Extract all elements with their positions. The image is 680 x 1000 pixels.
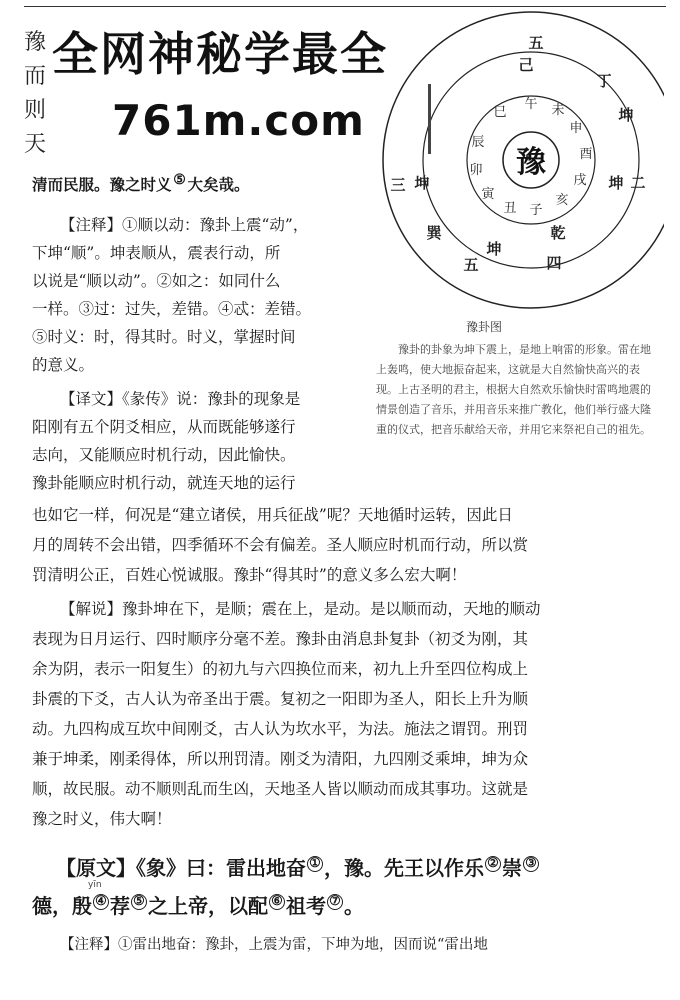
headline-tail: 大矣哉。 xyxy=(187,175,250,194)
annotation-line: 一样。③过：过失，差错。④忒：差错。 xyxy=(32,300,312,318)
outer-label: 丁 xyxy=(596,72,612,90)
outer-label: 二 xyxy=(630,174,646,192)
branch-label: 亥 xyxy=(555,193,569,208)
branch-label: 未 xyxy=(551,103,565,118)
headline-footnote: ⑤ xyxy=(173,171,186,188)
left-cut-fragments xyxy=(24,26,46,162)
translation-line: 志向，又能顺应时机行动，因此愉快。 xyxy=(32,446,296,464)
outer-label: 三 xyxy=(390,176,406,194)
branch-label: 丑 xyxy=(503,201,517,216)
original-text: 。 xyxy=(344,894,364,918)
translation-line: 也如它一样，何况是“建立诸侯，用兵征战”呢？天地循时运转，因此日 xyxy=(32,506,513,524)
branch-label: 酉 xyxy=(579,147,593,162)
original-text: 之上帝，以配 xyxy=(148,894,268,918)
top-rule xyxy=(24,6,666,7)
original-text: 祖考 xyxy=(286,894,326,918)
annotation-line: 下坤“顺”。坤表顺从，震表行动，所 xyxy=(32,244,281,262)
translation-line: 【译文】《彖传》说：豫卦的现象是 xyxy=(60,390,301,408)
fragment-4: 天 xyxy=(24,132,47,157)
footnote-marker: ⑦ xyxy=(327,894,343,910)
outer-label: 坤 xyxy=(608,174,624,192)
explanation-line: 动。九四构成互坎中间刚爻，古人认为坎水平，为法。施法之谓罚。刑罚 xyxy=(32,720,529,738)
original-text: 德，殷 xyxy=(32,894,92,918)
original-text-line-1 xyxy=(56,852,540,881)
original-text: ，豫。先王以作乐 xyxy=(324,856,484,880)
watermark-title: 全网神秘学最全 xyxy=(52,27,388,81)
explanation-line: 豫之时义，伟大啊！ xyxy=(32,810,172,828)
fragment-3: 则 xyxy=(24,98,47,123)
explanation-line: 顺，故民服。动不顺则乱而生凶，天地圣人皆以顺动而成其事功。这就是 xyxy=(32,780,529,798)
translation-line: 阳刚有五个阴爻相应，从而既能够遂行 xyxy=(32,418,296,436)
outer-label: 己 xyxy=(518,56,534,74)
outer-label: 四 xyxy=(546,254,562,272)
footnote-marker: ④ xyxy=(93,894,109,910)
branch-label: 辰 xyxy=(471,135,485,150)
headline-line xyxy=(32,172,250,198)
explanation-line: 卦震的下爻，古人认为帝圣出于震。复初之一阳即为圣人，阳长上升为顺 xyxy=(32,690,529,708)
branch-label: 巳 xyxy=(493,105,507,120)
outer-label: 坤 xyxy=(486,240,502,258)
annotation-line: ⑤时义：时，得其时。时义，掌握时间 xyxy=(32,328,296,346)
yu-hexagram-figure xyxy=(376,8,664,314)
outer-label: 乾 xyxy=(550,224,566,242)
translation-line: 月的周转不会出错，四季循环不会有偏差。圣人顺应时机而行动，所以赏 xyxy=(32,536,529,554)
pinyin-annotation: yīn xyxy=(88,880,102,890)
explanation-line: 【解说】豫卦坤在下，是顺；震在上，是动。是以顺而动，天地的顺动 xyxy=(60,600,541,618)
branch-label: 戌 xyxy=(573,173,587,188)
footnote-marker: ② xyxy=(485,856,501,872)
translation-line: 罚清明公正，百姓心悦诚服。豫卦“得其时”的意义多么宏大啊！ xyxy=(32,566,467,584)
branch-label: 午 xyxy=(524,97,538,112)
figure-caption: 豫卦图 xyxy=(466,320,503,334)
hexagram-diagram xyxy=(376,8,664,314)
explanation-line: 表现为日月运行、四时顺序分毫不差。豫卦由消息卦复卦（初爻为刚，其 xyxy=(32,630,529,648)
annotation-line-final: 【注释】①雷出地奋：豫卦，上震为雷，下坤为地，因而说“雷出地 xyxy=(60,937,488,953)
branch-label: 寅 xyxy=(481,187,495,202)
explanation-line: 余为阴，表示一阳复生）的初九与六四换位而来，初九上升至四位构成上 xyxy=(32,660,529,678)
original-text: 【原文】《象》曰：雷出地奋 xyxy=(56,856,306,880)
explanation-line: 兼于坤柔，刚柔得体，所以刑罚清。刚爻为清阳，九四刚爻乘坤，坤为众 xyxy=(32,750,529,768)
branch-label: 卯 xyxy=(469,163,483,178)
annotation-line: 的意义。 xyxy=(32,356,95,374)
watermark-url: 761m.com xyxy=(112,96,365,145)
fragment-2: 而 xyxy=(24,64,47,89)
branch-label: 申 xyxy=(569,121,583,136)
footnote-marker: ⑤ xyxy=(131,894,147,910)
outer-label: 巽 xyxy=(426,224,442,242)
translation-line: 豫卦能顺应时机行动，就连天地的运行 xyxy=(32,474,296,492)
footnote-marker: ⑥ xyxy=(269,894,285,910)
outer-label: 五 xyxy=(528,34,544,52)
annotation-line: 以说是“顺以动”。②如之：如同什么 xyxy=(32,272,281,290)
outer-label: 坤 xyxy=(618,106,634,124)
figure-note: 豫卦的卦象为坤下震上，是地上响雷的形象。雷在地上轰鸣，使大地振奋起来，这就是大自然愉快高兴的表现。上古圣明的君主，根据大自然欢乐愉快时雷鸣地震的情景创造了音乐，并用音乐来推广教化，他们举行盛大隆重的仪式，把音乐献给天帝，并用它来祭祀自己的祖先。 xyxy=(376,343,651,436)
branch-label: 子 xyxy=(529,203,543,218)
original-text: 崇 xyxy=(502,856,522,880)
footnote-marker: ③ xyxy=(523,856,539,872)
headline-text: 清而民服。豫之时义 xyxy=(32,175,172,194)
fragment-1: 豫 xyxy=(24,30,47,55)
original-text-line-2 xyxy=(32,890,364,919)
outer-label: 五 xyxy=(463,256,479,274)
footnote-marker: ① xyxy=(307,856,323,872)
outer-label: 坤 xyxy=(414,174,430,192)
center-glyph: 豫 xyxy=(516,145,546,180)
watermark-divider xyxy=(428,84,431,154)
annotation-line: 【注释】①顺以动：豫卦上震“动”， xyxy=(60,216,309,234)
original-text: 荐 xyxy=(110,894,130,918)
